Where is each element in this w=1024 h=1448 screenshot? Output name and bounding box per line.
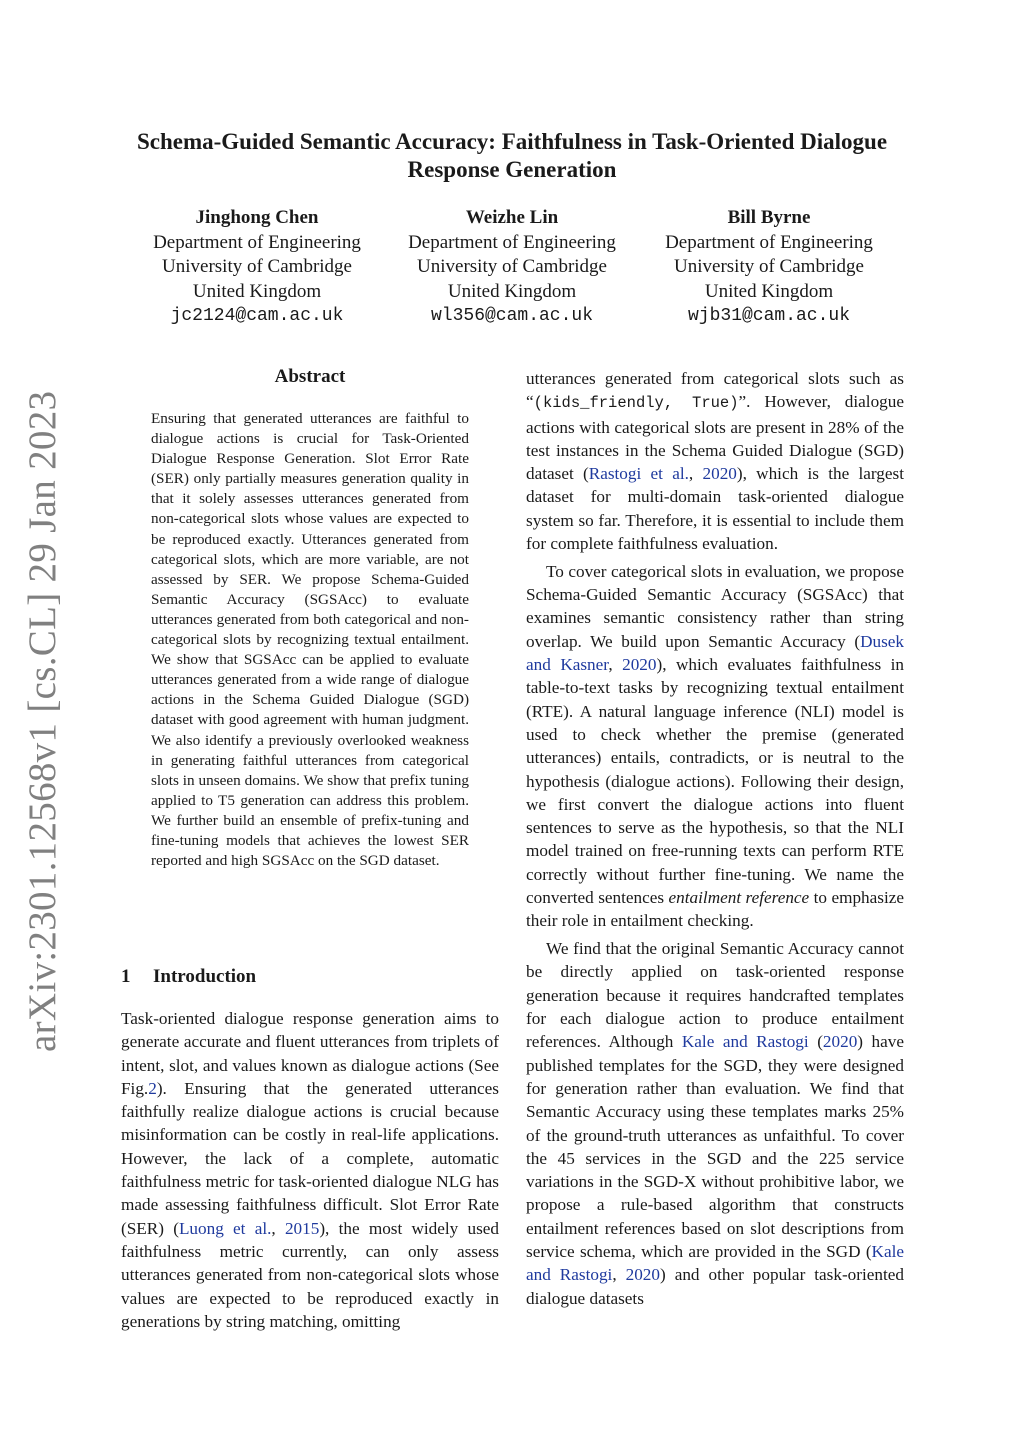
arxiv-identifier: arXiv:2301.12568v1 [cs.CL] 29 Jan 2023 <box>21 390 64 1052</box>
text-span: , <box>612 1265 626 1285</box>
intro-paragraph-1 <box>121 1007 499 1333</box>
citation-year-link[interactable]: 2020 <box>622 655 657 675</box>
author-name: Weizhe Lin <box>465 207 559 228</box>
citation-year-link[interactable]: 2015 <box>284 1218 320 1238</box>
author-email[interactable]: wl356@cam.ac.uk <box>430 306 594 326</box>
author-department: Department of Engineering <box>153 231 361 253</box>
citation-link[interactable]: Dusek and Kasner <box>526 631 904 675</box>
author-country: United Kingdom <box>447 280 577 302</box>
right-paragraph-3 <box>526 937 904 1310</box>
code-snippet: (kids_friendly, True) <box>533 394 739 413</box>
author-country: United Kingdom <box>704 280 834 302</box>
abstract-heading: Abstract <box>274 366 346 387</box>
text-span: utterances generated from categorical slots such as “ <box>526 369 904 412</box>
author-country: United Kingdom <box>192 280 322 302</box>
right-paragraph-2 <box>526 560 904 933</box>
text-span: have published templates for the SGD, they were designed for generation rather than evaluation. We find that Semantic Accuracy using these templates marks 25% of the ground-truth utterances as unfaithful. To cover the 45 services in the SGD and the 225 service variations in the SGD-X without prohibitive labor, we propose a rule-based algorithm that constructs entailment references based on slot descriptions from service schema, which are provided in the SGD ( <box>526 1032 904 1261</box>
author-university: University of Cambridge <box>162 256 352 277</box>
section-number: 1 <box>121 966 131 987</box>
figure-ref-link[interactable]: 2 <box>148 1078 157 1098</box>
author-email[interactable]: jc2124@cam.ac.uk <box>170 306 344 326</box>
text-span: ), which is the largest dataset for multi-domain task-oriented dialogue system so far. Therefore, it is essential to include them for complete faithfulness evaluation. <box>526 464 904 554</box>
author-university: University of Cambridge <box>417 256 607 277</box>
author-block-3 <box>644 206 894 329</box>
citation-link[interactable]: Kale and Rastogi <box>526 1241 904 1285</box>
citation-year-link[interactable]: 2020 <box>822 1032 858 1052</box>
emphasis-text: entailment reference <box>668 888 810 908</box>
citation-link[interactable]: Rastogi et al. <box>588 464 689 484</box>
citation-year-link[interactable]: 2020 <box>702 464 737 484</box>
text-span: ), which evaluates faithfulness in table-to-text tasks by recognizing textual entailment (RTE). A natural language inference (NLI) model is used to check whether the premise (generated utterances) entails, contradicts, or is neutral to the hypothesis (dialogue actions). Following their design, we first convert the dialogue actions into fluent sentences to serve as the hypothesis, so that the NLI model trained on free-running texts can perform RTE correctly without further fine-tuning. We name the converted sentences <box>526 655 904 908</box>
text-span: , <box>688 464 703 484</box>
text-span: Task-oriented dialogue response generation aims to generate accurate and fluent utterances from triplets of intent, slot, and values known as dialogue actions (See Fig. <box>121 1009 499 1098</box>
section-title: Introduction <box>153 966 257 987</box>
text-span: ). Ensuring that the generated utterances faithfully realize dialogue actions is crucial because misinformation can be costly in real-life applications. However, the lack of a complete, automatic faithfulness metric for task-oriented dialogue NLG has made assessing faithfulness difficult. Slot Error Rate (SER) ( <box>121 1078 499 1238</box>
text-span: ”. However, dialogue actions with categorical slots are present in 28% of the test instances in the Schema Guided Dialogue (SGD) dataset ( <box>526 392 904 484</box>
intro-column-left <box>121 1007 499 1333</box>
citation-link[interactable]: Luong et al. <box>178 1218 272 1238</box>
author-department: Department of Engineering <box>665 231 873 253</box>
author-block-1 <box>132 206 382 329</box>
citation-link[interactable]: Kale and Rastogi <box>681 1032 809 1052</box>
text-span: We find that the original Semantic Accuracy cannot be directly applied on task-oriented response generation because it requires handcrafted templates for each dialogue action to produce entailment references. Although <box>526 939 904 1052</box>
text-span: ) and other popular task-oriented dialogue datasets <box>526 1265 904 1308</box>
text-span: , <box>271 1218 285 1238</box>
text-span: ( <box>808 1032 823 1052</box>
text-span: To cover categorical slots in evaluation, we propose Schema-Guided Semantic Accuracy (SGSAcc) that examines semantic consistency rather than string overlap. We build upon Semantic Accuracy ( <box>526 561 904 651</box>
author-name: Jinghong Chen <box>195 207 319 228</box>
author-university: University of Cambridge <box>674 256 864 277</box>
author-name: Bill Byrne <box>727 207 811 228</box>
text-span: ) <box>857 1032 864 1052</box>
citation-year-link[interactable]: 2020 <box>625 1265 660 1285</box>
right-paragraph-1 <box>526 367 904 555</box>
author-email[interactable]: wjb31@cam.ac.uk <box>687 306 851 326</box>
section-heading <box>121 966 501 988</box>
text-span: ), the most widely used faithfulness metric currently, can only assess utterances generated from non-categorical slots whose values are expected to be reproduced exactly in generations by string matching, omitting <box>121 1218 500 1331</box>
author-department: Department of Engineering <box>408 231 616 253</box>
paper-title: Schema-Guided Semantic Accuracy: Faithfulness in Task-Oriented Dialogue Response Generation <box>136 129 888 182</box>
abstract-text: Ensuring that generated utterances are faithful to dialogue actions is crucial for Task-Oriented Dialogue Response Generation. Slot Error Rate (SER) only partially measures generation quality in that it solely assesses utterances generated from non-categorical slots whose values are expected to be reproduced exactly. Utterances generated from categorical slots, which are more variable, are not assessed by SER. We propose Schema-Guided Semantic Accuracy (SGSAcc) to evaluate utterances generated from both categorical and non-categorical slots by recognizing textual entailment. We show that SGSAcc can be applied to evaluate utterances generated from a wide range of dialogue actions in the Schema Guided Dialogue (SGD) dataset with good agreement with human judgment. We also identify a previously overlooked weakness in generating faithful utterances from categorical slots in unseen domains. We show that prefix tuning applied to T5 generation can address this problem. We further build an ensemble of prefix-tuning and fine-tuning models that achieves the lowest SER reported and high SGSAcc on the SGD dataset. <box>151 410 469 870</box>
author-block-2 <box>387 206 637 329</box>
text-span: to emphasize their role in entailment checking. <box>526 888 904 931</box>
right-column <box>526 367 904 1310</box>
text-span: , <box>608 655 623 675</box>
